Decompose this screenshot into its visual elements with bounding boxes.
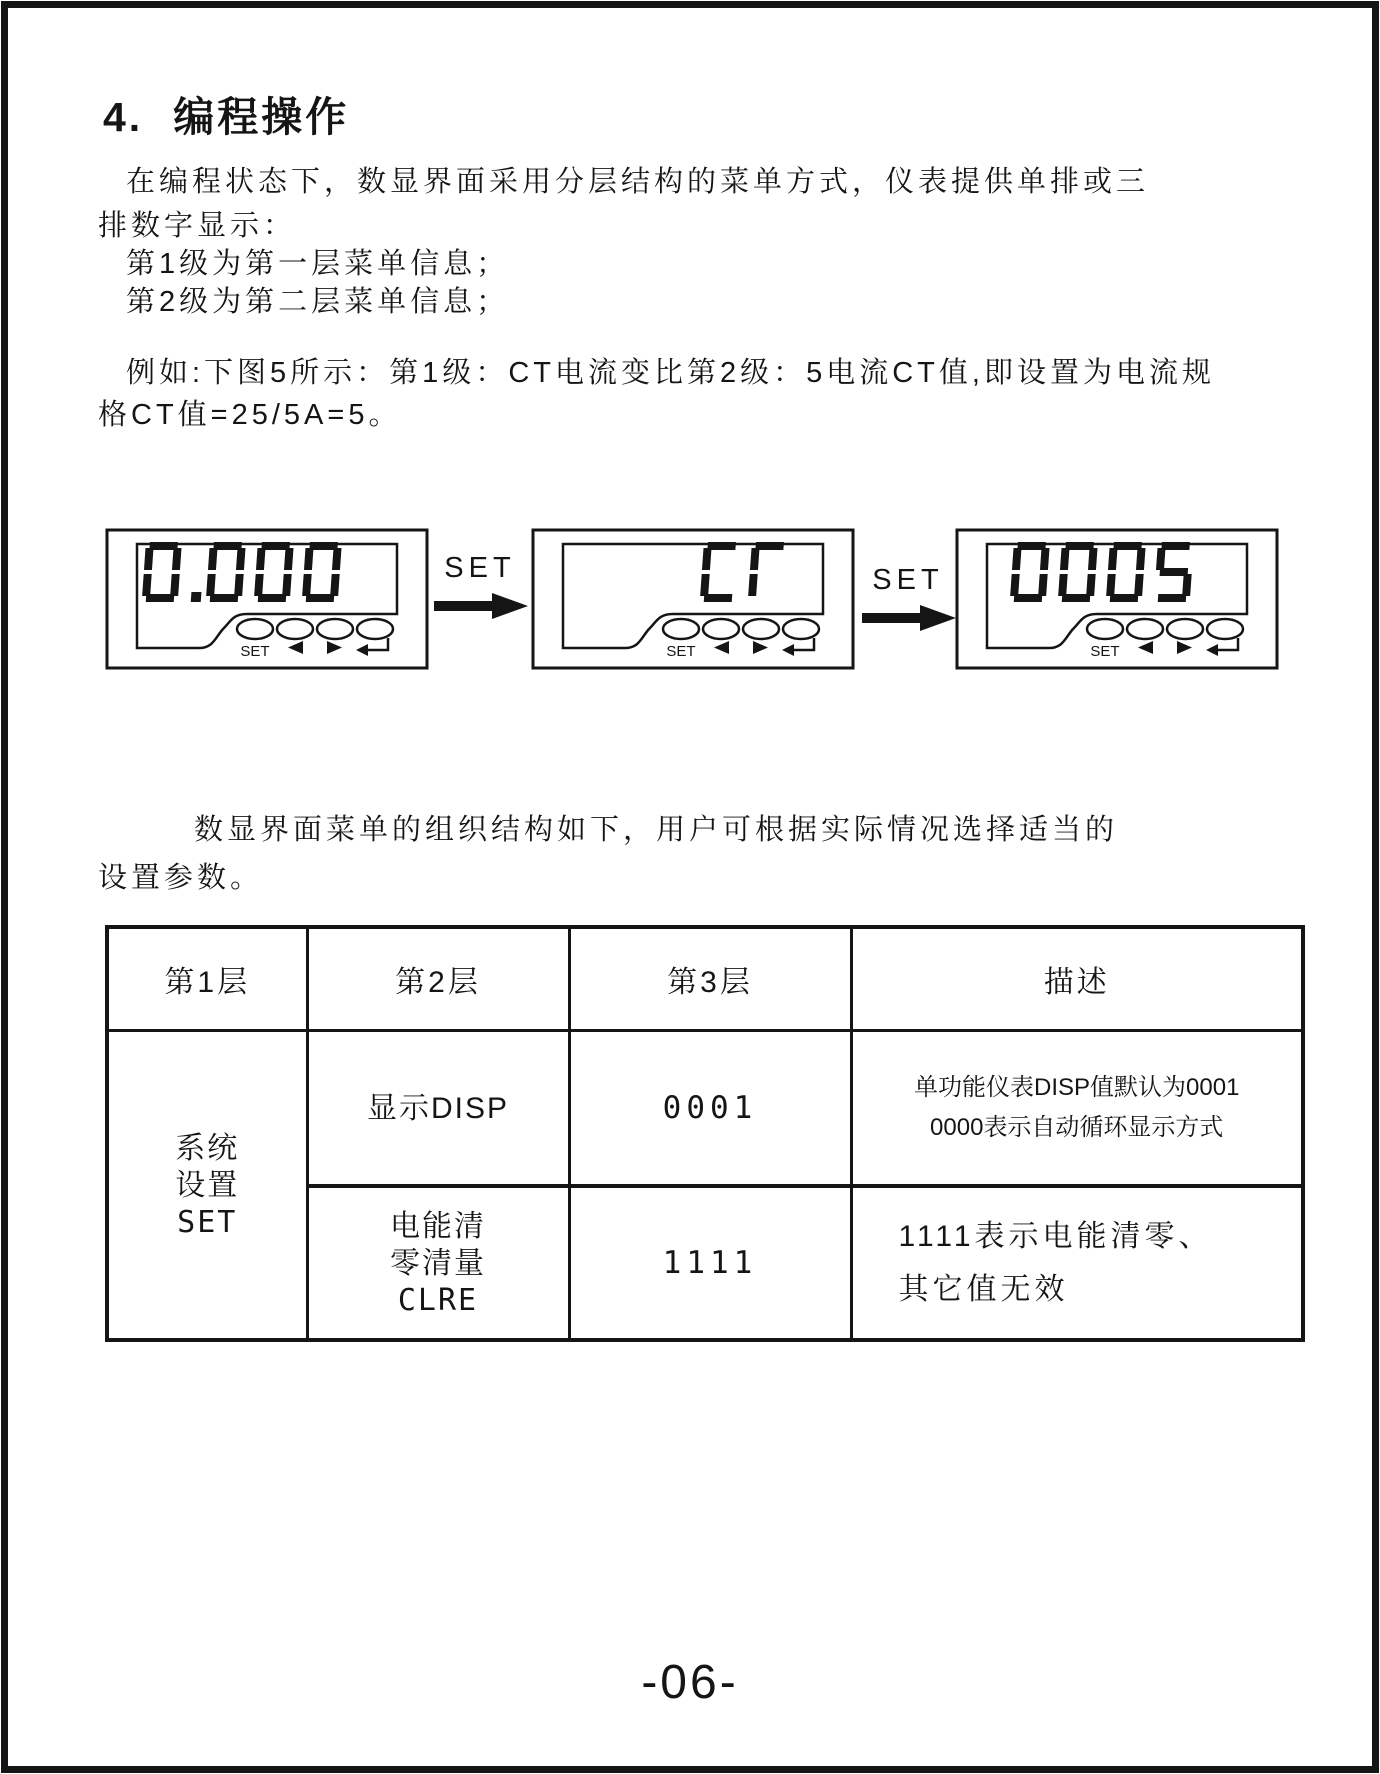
note-paragraph — [98, 806, 1118, 902]
right-button — [317, 619, 353, 639]
table-row — [107, 1031, 1303, 1187]
set-button — [663, 619, 699, 639]
cell-level3-value: 1111 — [569, 1186, 851, 1340]
level2-line: 零清量 — [390, 1246, 486, 1280]
set-transition — [858, 564, 958, 633]
description-line: 其它值无效 — [898, 1273, 1069, 1306]
set-key-label: SET — [1090, 643, 1120, 660]
menu-structure-table — [105, 925, 1305, 1342]
level1-line: 系统 — [175, 1131, 240, 1165]
level2-line: 显示DISP — [366, 1091, 510, 1125]
right-button — [743, 619, 779, 639]
level2-line: 电能清 — [390, 1209, 486, 1243]
header-level2: 第2层 — [307, 927, 569, 1031]
meter-device-3 — [955, 528, 1279, 670]
note-line: 数显界面菜单的组织结构如下，用户可根据实际情况选择适当的 — [194, 814, 1119, 846]
intro-line: 第2级为第二层菜单信息； — [126, 286, 510, 318]
set-transition — [430, 552, 530, 621]
section-title — [103, 84, 349, 143]
right-thick-arrow-icon — [432, 591, 532, 621]
set-button — [1087, 619, 1123, 639]
header-level1: 第1层 — [107, 927, 307, 1031]
set-key-label: SET — [240, 643, 270, 660]
enter-button — [357, 619, 393, 639]
level2-line: CLRE — [397, 1282, 479, 1318]
cell-description — [851, 1031, 1303, 1187]
section-title-text: 编程操作 — [173, 94, 350, 140]
level1-line: 设置 — [175, 1168, 240, 1202]
left-button — [703, 619, 739, 639]
cell-description — [851, 1186, 1303, 1340]
header-level3: 第3层 — [569, 927, 851, 1031]
left-button — [1127, 619, 1163, 639]
level1-line: SET — [177, 1204, 238, 1240]
left-button — [277, 619, 313, 639]
table-header-row — [107, 927, 1303, 1031]
set-transition-label: SET — [444, 552, 516, 584]
right-thick-arrow-icon — [860, 603, 960, 633]
meter-device-1 — [105, 528, 429, 670]
enter-button — [1207, 619, 1243, 639]
device-display-digits — [146, 546, 338, 602]
set-key-label: SET — [666, 643, 696, 660]
header-description: 描述 — [851, 927, 1303, 1031]
intro-paragraph — [98, 163, 1149, 321]
figure-meter-sequence — [0, 528, 1380, 678]
intro-line: 排数字显示： — [98, 210, 297, 242]
cell-level2-clre — [307, 1186, 569, 1340]
cell-level1-system-set — [107, 1031, 307, 1341]
description-line: 单功能仪表DISP值默认为0001 — [914, 1074, 1240, 1101]
set-transition-label: SET — [872, 564, 944, 596]
note-line: 设置参数。 — [98, 862, 264, 894]
example-paragraph — [98, 352, 1215, 436]
intro-line: 在编程状态下，数显界面采用分层结构的菜单方式，仪表提供单排或三 — [126, 166, 1150, 198]
description-line: 1111表示电能清零、 — [898, 1220, 1213, 1253]
intro-line: 第1级为第一层菜单信息； — [126, 248, 510, 280]
cell-level3-value: 0001 — [569, 1031, 851, 1187]
cell-level2-disp — [307, 1031, 569, 1187]
set-button — [237, 619, 273, 639]
section-number: 4. — [103, 94, 144, 140]
enter-button — [783, 619, 819, 639]
page-number: -06- — [641, 1656, 739, 1709]
example-line: 格CT值=25/5A=5。 — [98, 399, 402, 431]
meter-device-2 — [531, 528, 855, 670]
right-button — [1167, 619, 1203, 639]
description-line: 0000表示自动循环显示方式 — [930, 1114, 1224, 1141]
example-line: 例如:下图5所示：第1级：CT电流变比第2级：5电流CT值,即设置为电流规 — [126, 357, 1215, 389]
